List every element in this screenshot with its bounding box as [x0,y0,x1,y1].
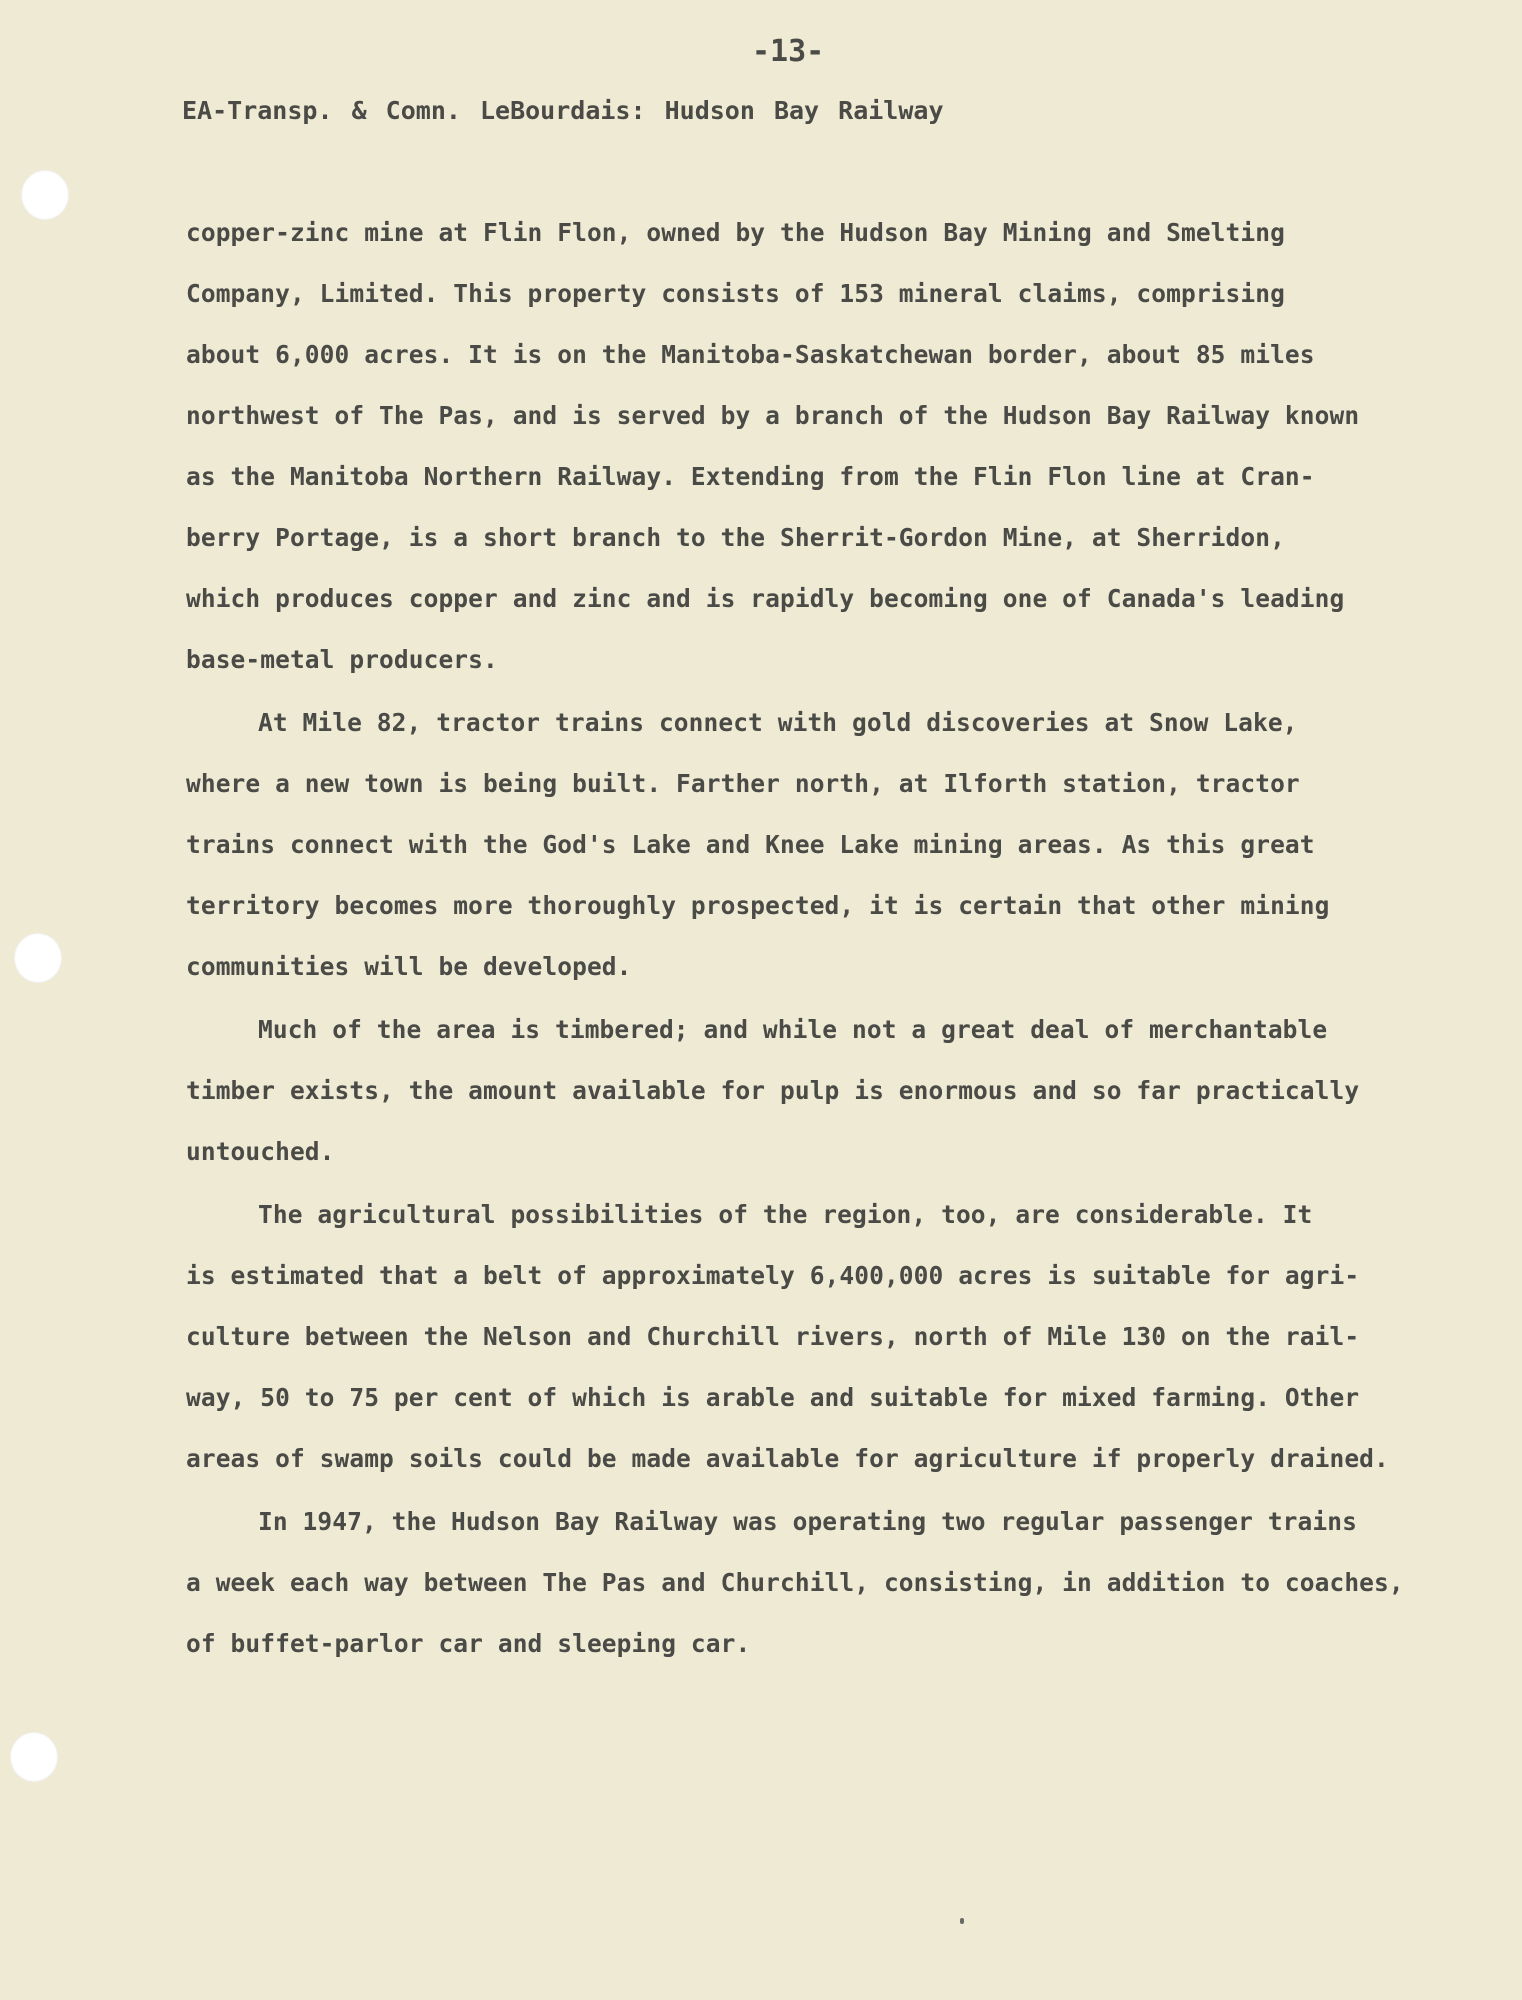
text-line: about 6,000 acres. It is on the Manitoba-Saskatchewan border, about 85 miles [186,340,1315,369]
page-number: -13- [752,34,825,69]
text-line: In 1947, the Hudson Bay Railway was operating two regular passenger trains [258,1507,1357,1536]
text-line: berry Portage, is a short branch to the Sherrit-Gordon Mine, at Sherridon, [186,523,1285,552]
punch-hole [10,1732,58,1782]
text-line: Company, Limited. This property consists of 153 mineral claims, comprising [186,279,1285,308]
text-line: untouched. [186,1137,335,1166]
text-line: which produces copper and zinc and is rapidly becoming one of Canada's leading [186,584,1345,613]
text-line: is estimated that a belt of approximately 6,400,000 acres is suitable for agri- [186,1261,1360,1290]
text-line: as the Manitoba Northern Railway. Extending from the Flin Flon line at Cran- [186,462,1315,491]
ink-speck [960,1918,964,1924]
text-line: Much of the area is timbered; and while not a great deal of merchantable [258,1015,1328,1044]
text-line: way, 50 to 75 per cent of which is arable and suitable for mixed farming. Other [186,1383,1360,1412]
text-line: copper-zinc mine at Flin Flon, owned by the Hudson Bay Mining and Smelting [186,218,1285,247]
punch-hole [21,170,69,220]
punch-hole [14,933,62,983]
text-line: northwest of The Pas, and is served by a branch of the Hudson Bay Railway known [186,401,1360,430]
text-line: territory becomes more thoroughly prospected, it is certain that other mining [186,891,1330,920]
text-line: timber exists, the amount available for pulp is enormous and so far practically [186,1076,1360,1105]
text-line: areas of swamp soils could be made available for agriculture if properly drained. [186,1444,1389,1473]
text-line: base-metal producers. [186,645,498,674]
text-line: a week each way between The Pas and Churchill, consisting, in addition to coaches, [186,1568,1404,1597]
text-line: culture between the Nelson and Churchill rivers, north of Mile 130 on the rail- [186,1322,1360,1351]
text-line: of buffet-parlor car and sleeping car. [186,1629,751,1658]
text-line: where a new town is being built. Farther north, at Ilforth station, tractor [186,769,1300,798]
text-line: communities will be developed. [186,952,632,981]
text-line: trains connect with the God's Lake and Knee Lake mining areas. As this great [186,830,1315,859]
text-line: The agricultural possibilities of the region, too, are considerable. It [258,1200,1313,1229]
text-line: At Mile 82, tractor trains connect with gold discoveries at Snow Lake, [258,708,1298,737]
running-header: EA-Transp. & Comn. LeBourdais: Hudson Bay Railway [182,96,944,125]
